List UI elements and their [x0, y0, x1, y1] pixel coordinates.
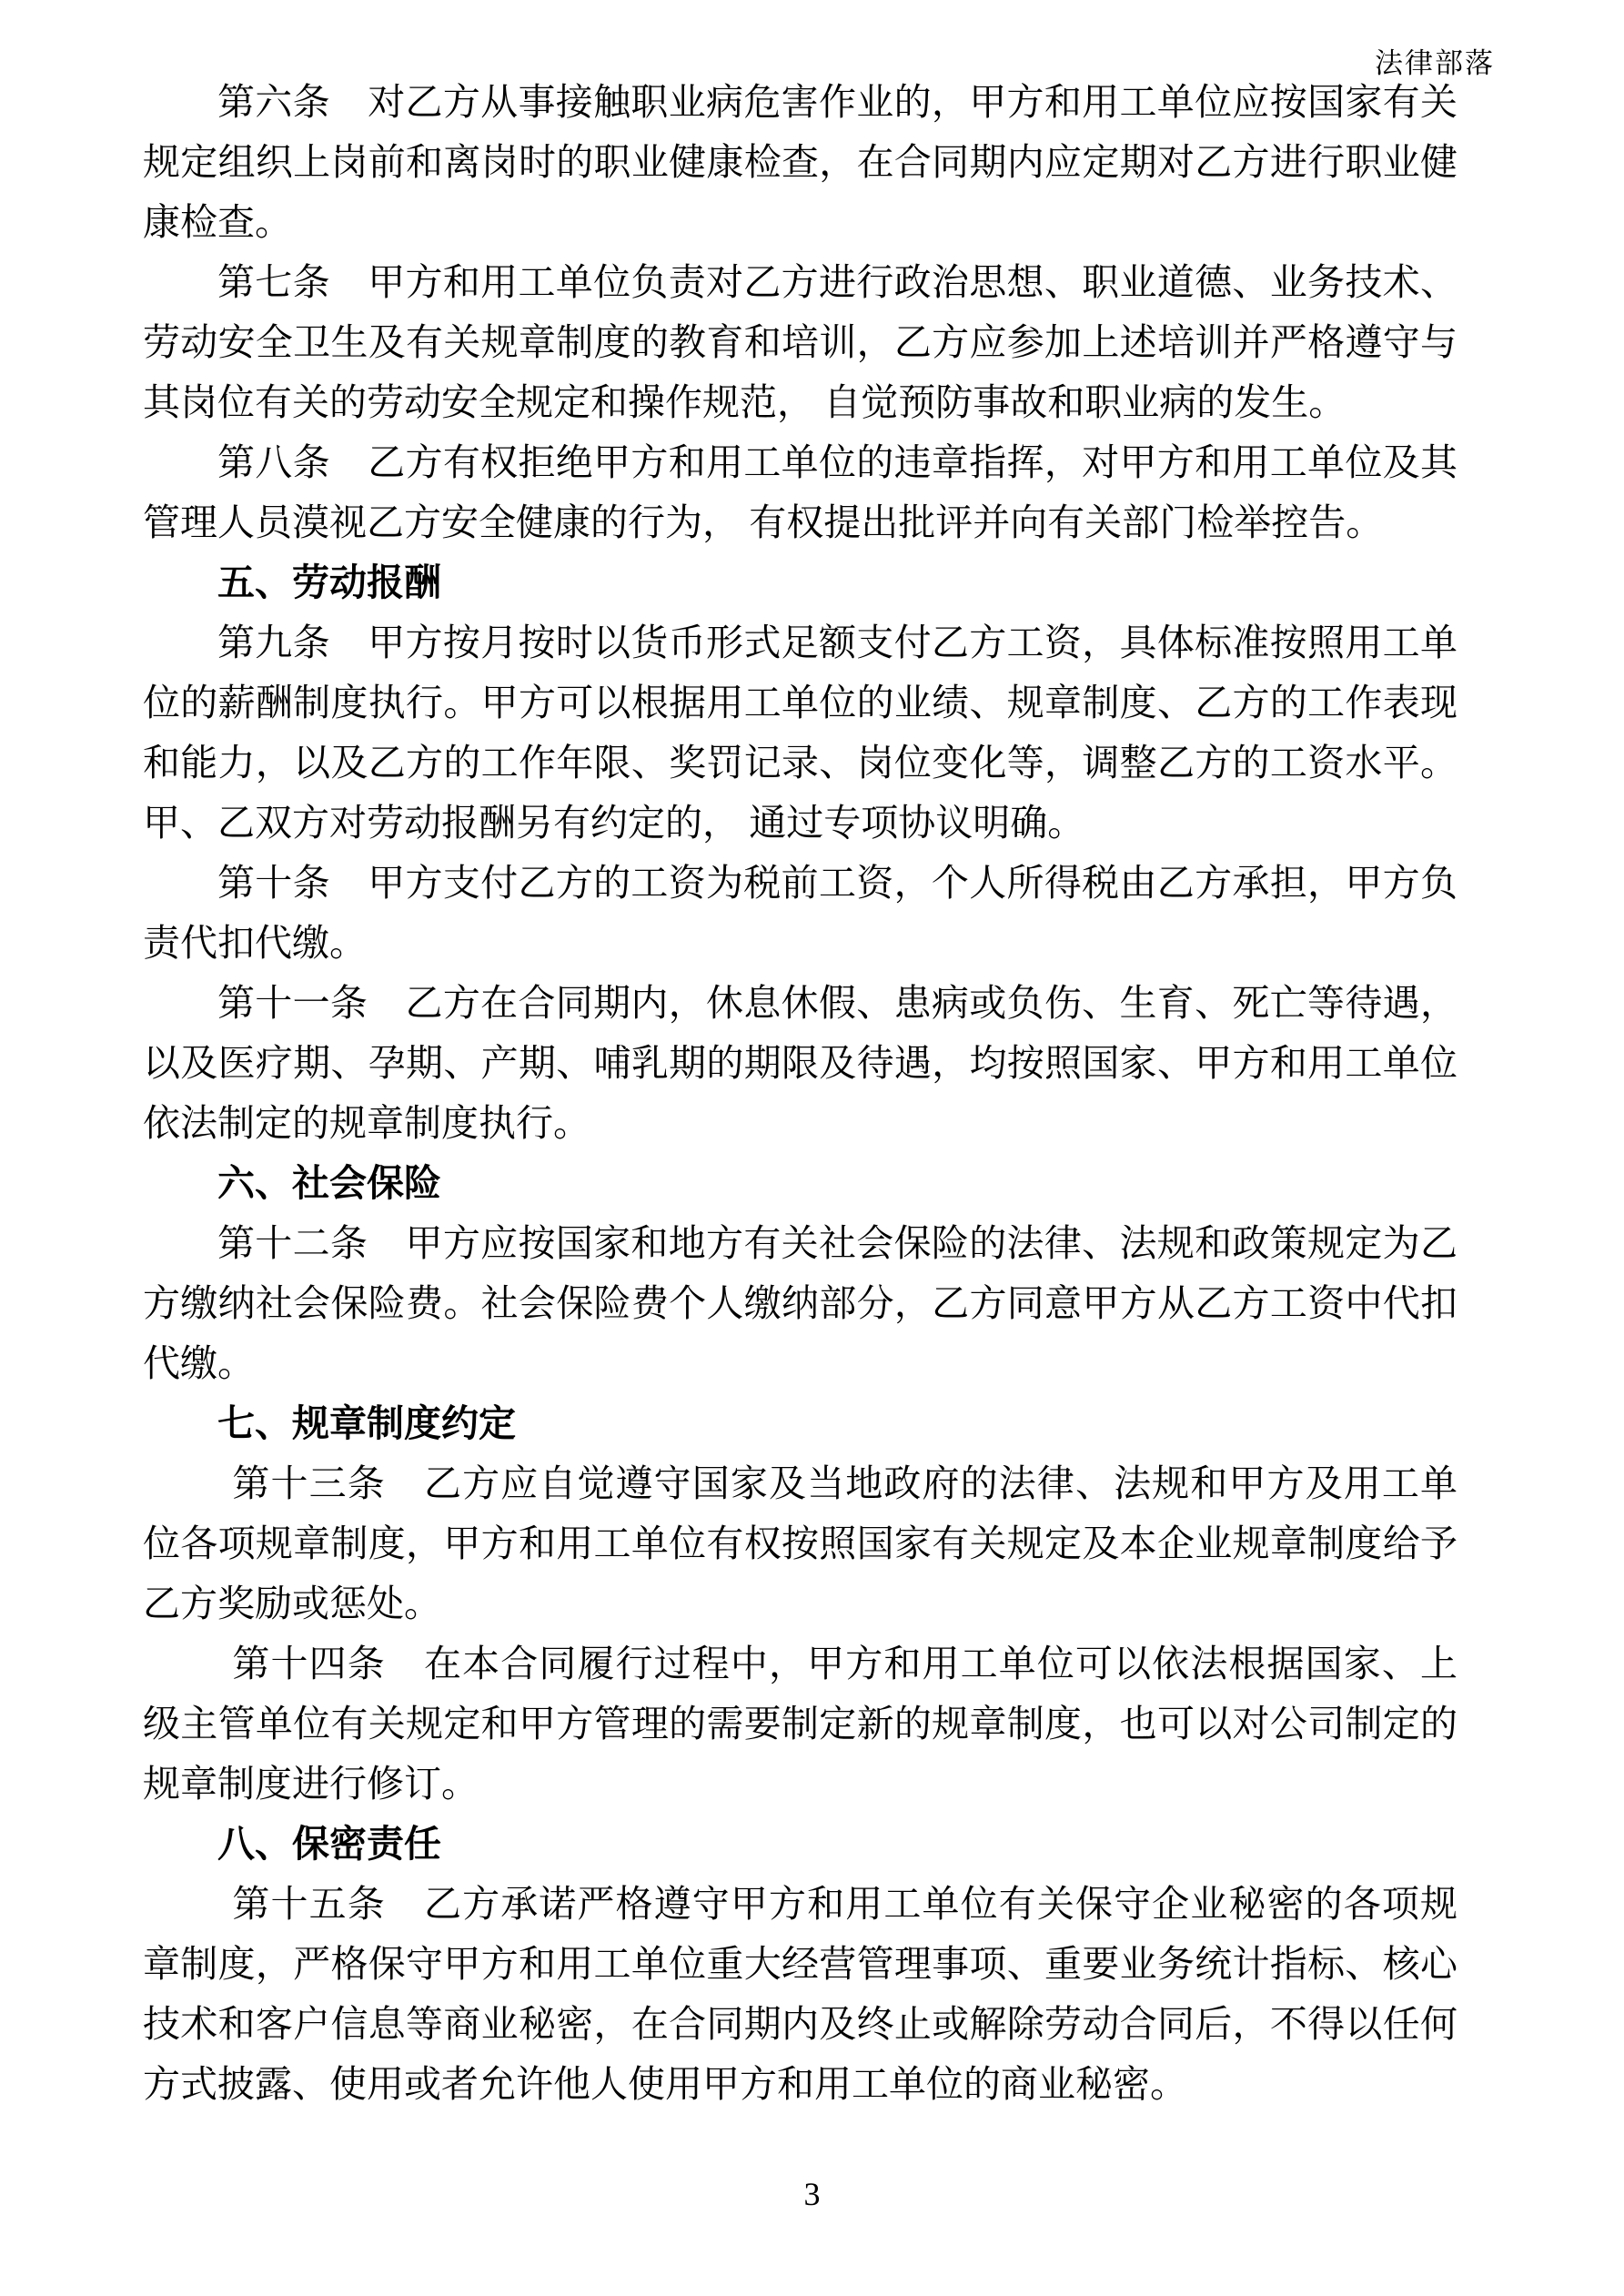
header-watermark: 法律部落	[1375, 47, 1495, 79]
document-body	[143, 72, 1458, 2114]
section-heading: 八、保密责任	[217, 1823, 441, 1865]
page-number: 3	[803, 2176, 821, 2212]
clause-paragraph: 第九条 甲方按月按时以货币形式足额支付乙方工资，具体标准按照用工单位的薪酬制度执行。甲方可以根据用工单位的业绩、规章制度、乙方的工作表现和能力，以及乙方的工作年限、奖罚记录、岗位变化等，调整乙方的工资水平。甲、乙双方对劳动报酬另有约定的， 通过专项协议明确。	[143, 622, 1458, 844]
clause-paragraph: 第十二条 甲方应按国家和地方有关社会保险的法律、法规和政策规定为乙方缴纳社会保险费。社会保险费个人缴纳部分，乙方同意甲方从乙方工资中代扣代缴。	[143, 1222, 1458, 1384]
clause-paragraph: 第十四条 在本合同履行过程中，甲方和用工单位可以依法根据国家、上级主管单位有关规定和甲方管理的需要制定新的规章制度，也可以对公司制定的规章制度进行修订。	[143, 1643, 1458, 1805]
section-heading: 五、劳动报酬	[217, 561, 441, 603]
clause-paragraph: 第十五条 乙方承诺严格遵守甲方和用工单位有关保守企业秘密的各项规章制度，严格保守甲方和用工单位重大经营管理事项、重要业务统计指标、核心技术和客户信息等商业秘密，在合同期内及终止或解除劳动合同后，不得以任何方式披露、使用或者允许他人使用甲方和用工单位的商业秘密。	[143, 1883, 1458, 2105]
clause-paragraph: 第七条 甲方和用工单位负责对乙方进行政治思想、职业道德、业务技术、劳动安全卫生及有关规章制度的教育和培训，乙方应参加上述培训并严格遵守与其岗位有关的劳动安全规定和操作规范， 自觉预防事故和职业病的发生。	[143, 261, 1458, 423]
section-heading: 六、社会保险	[217, 1162, 441, 1204]
clause-paragraph: 第十三条 乙方应自觉遵守国家及当地政府的法律、法规和甲方及用工单位各项规章制度，甲方和用工单位有权按照国家有关规定及本企业规章制度给予乙方奖励或惩处。	[143, 1462, 1458, 1624]
clause-paragraph: 第十一条 乙方在合同期内，休息休假、患病或负伤、生育、死亡等待遇，以及医疗期、孕期、产期、哺乳期的期限及待遇，均按照国家、甲方和用工单位依法制定的规章制度执行。	[143, 982, 1458, 1144]
clause-paragraph: 第八条 乙方有权拒绝甲方和用工单位的违章指挥，对甲方和用工单位及其管理人员漠视乙方安全健康的行为， 有权提出批评并向有关部门检举控告。	[143, 441, 1458, 543]
clause-paragraph: 第六条 对乙方从事接触职业病危害作业的，甲方和用工单位应按国家有关规定组织上岗前和离岗时的职业健康检查，在合同期内应定期对乙方进行职业健康检查。	[143, 81, 1458, 243]
clause-paragraph: 第十条 甲方支付乙方的工资为税前工资，个人所得税由乙方承担，甲方负责代扣代缴。	[143, 862, 1458, 964]
section-heading: 七、规章制度约定	[217, 1402, 516, 1444]
